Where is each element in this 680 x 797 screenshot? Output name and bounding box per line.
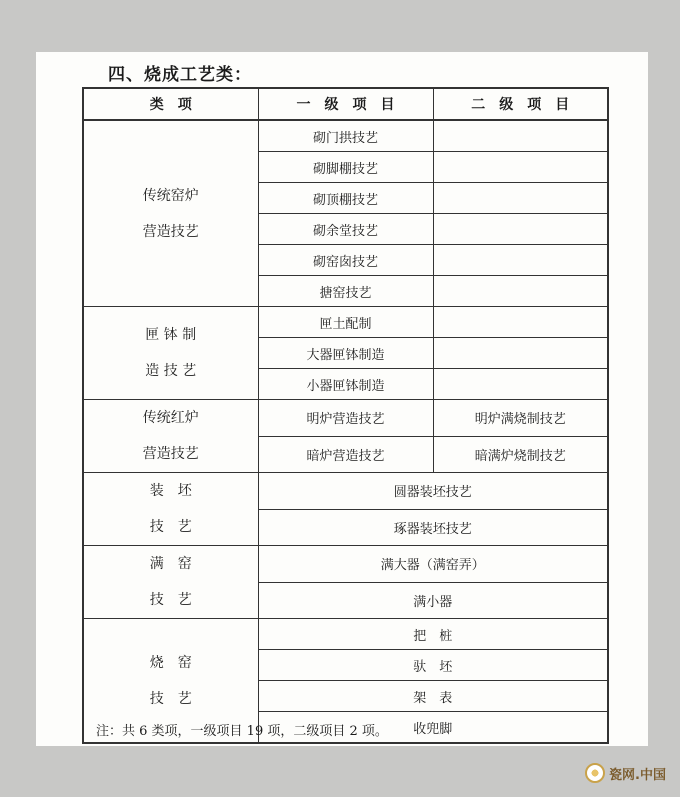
level1-cell: 匣土配制	[258, 307, 433, 338]
table-row	[83, 473, 608, 510]
level2-cell	[433, 276, 608, 307]
merged-cell: 收兜脚	[258, 712, 608, 744]
merged-cell: 驮 坯	[258, 650, 608, 681]
level1-cell: 明炉营造技艺	[258, 400, 433, 437]
level2-cell	[433, 338, 608, 369]
level1-cell: 大器匣钵制造	[258, 338, 433, 369]
category-cell	[83, 546, 258, 619]
level2-cell	[433, 245, 608, 276]
section-title: 四、烧成工艺类：	[108, 65, 252, 85]
category-line: 传统红炉	[142, 410, 199, 426]
category-line: 营造技艺	[142, 446, 199, 462]
category-line: 技 艺	[149, 592, 192, 608]
watermark-text: 瓷网.中国	[609, 767, 666, 783]
merged-cell: 满小器	[258, 582, 608, 619]
category-cell	[83, 307, 258, 400]
category-cell	[83, 120, 258, 307]
level1-cell: 暗炉营造技艺	[258, 436, 433, 473]
site-watermark	[585, 763, 666, 783]
level2-cell	[433, 214, 608, 245]
site-logo-icon	[585, 763, 605, 783]
table-row	[83, 400, 608, 437]
merged-cell: 把 桩	[258, 619, 608, 650]
category-line: 技 艺	[149, 519, 192, 535]
category-line: 装 坯	[149, 483, 192, 499]
level2-cell: 暗满炉烧制技艺	[433, 436, 608, 473]
category-line: 营造技艺	[142, 223, 199, 240]
level1-cell: 砌门拱技艺	[258, 120, 433, 152]
category-line: 匣 钵 制	[145, 327, 197, 343]
level2-cell	[433, 369, 608, 400]
level2-cell: 明炉满烧制技艺	[433, 400, 608, 437]
level1-cell: 砌脚棚技艺	[258, 152, 433, 183]
level1-cell: 砌余堂技艺	[258, 214, 433, 245]
header-category: 类 项	[83, 88, 258, 120]
level2-cell	[433, 120, 608, 152]
table-row	[83, 307, 608, 338]
header-level2: 二 级 项 目	[433, 88, 608, 120]
footnote: 注：共 6 类项，一级项目 19 项，二级项目 2 项。	[96, 724, 388, 739]
category-line: 满 窑	[149, 556, 192, 572]
table-row	[83, 546, 608, 583]
category-cell	[83, 473, 258, 546]
category-line: 技 艺	[149, 690, 192, 707]
level1-cell: 砌窑囱技艺	[258, 245, 433, 276]
merged-cell: 圆器装坯技艺	[258, 473, 608, 510]
table-row	[83, 120, 608, 152]
category-line: 传统窑炉	[142, 187, 199, 204]
level2-cell	[433, 307, 608, 338]
level1-cell: 砌顶棚技艺	[258, 183, 433, 214]
category-cell	[83, 400, 258, 473]
level2-cell	[433, 152, 608, 183]
header-level1: 一 级 项 目	[258, 88, 433, 120]
merged-cell: 满大器（满窑弄）	[258, 546, 608, 583]
merged-cell: 架 表	[258, 681, 608, 712]
category-line: 烧 窑	[149, 654, 192, 671]
table-header-row	[83, 88, 608, 120]
level2-cell	[433, 183, 608, 214]
category-line: 造 技 艺	[145, 363, 197, 379]
level1-cell: 小器匣钵制造	[258, 369, 433, 400]
table-row	[83, 619, 608, 650]
level1-cell: 搪窑技艺	[258, 276, 433, 307]
merged-cell: 琢器装坯技艺	[258, 509, 608, 546]
craft-table	[82, 87, 609, 744]
